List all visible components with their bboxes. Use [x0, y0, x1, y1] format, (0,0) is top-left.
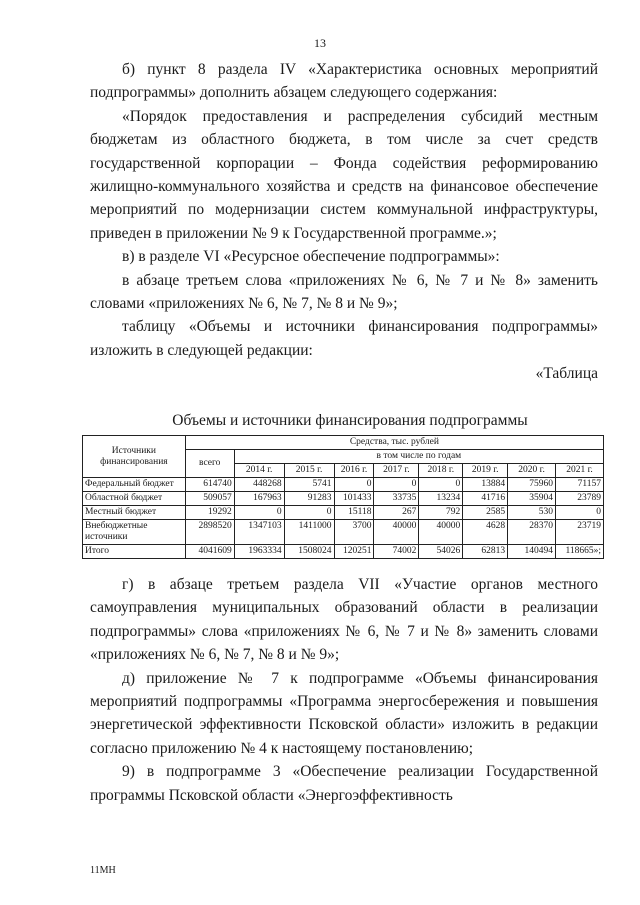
row-value: 0	[334, 478, 374, 492]
row-value: 530	[508, 506, 556, 520]
row-value: 28370	[508, 520, 556, 545]
row-value: 1963334	[234, 545, 284, 559]
row-value: 1411000	[284, 520, 334, 545]
row-value: 267	[374, 506, 419, 520]
header-year: 2018 г.	[419, 464, 463, 478]
row-value: 792	[419, 506, 463, 520]
row-value: 167963	[234, 492, 284, 506]
paragraph-v-table: таблицу «Объемы и источники финансирования подпрограммы» изложить в следующей редакции:	[90, 318, 598, 359]
row-value: 3700	[334, 520, 374, 545]
text-block-bottom	[90, 573, 598, 807]
table-row-extrabudget	[83, 520, 604, 545]
header-year: 2017 г.	[374, 464, 419, 478]
paragraph-d: д) приложение № 7 к подпрограмме «Объемы финансирования мероприятий подпрограммы «Программа энергосбережения и повышения энергетической эффективности Псковской области» изложить в редакции согласно приложению № 4 к настоящему постановлению;	[90, 669, 598, 757]
row-value: 15118	[334, 506, 374, 520]
row-total: 19292	[185, 506, 234, 520]
row-value: 13884	[463, 478, 508, 492]
row-value: 118665»;	[556, 545, 604, 559]
row-value: 23789	[556, 492, 604, 506]
header-funds: Средства, тыс. рублей	[185, 436, 603, 450]
row-value: 33735	[374, 492, 419, 506]
row-total: 614740	[185, 478, 234, 492]
table-row-regional	[83, 492, 604, 506]
header-total: всего	[185, 450, 234, 478]
row-value: 41716	[463, 492, 508, 506]
row-source: Федеральный бюджет	[83, 478, 186, 492]
row-source: Итого	[83, 545, 186, 559]
row-value: 0	[234, 506, 284, 520]
row-value: 40000	[374, 520, 419, 545]
row-value: 1508024	[284, 545, 334, 559]
header-year: 2014 г.	[234, 464, 284, 478]
row-value: 120251	[334, 545, 374, 559]
row-total: 509057	[185, 492, 234, 506]
table-label: «Таблица	[535, 365, 598, 383]
header-source: Источники финансирования	[83, 436, 186, 478]
paragraph-quote-order: «Порядок предоставления и распределения субсидий местным бюджетам из областного бюджета, в том числе за счет средств государственной корпорации – Фонда содействия реформированию жилищно-коммунального хозяйства и средств на финансовое обеспечение мероприятий по модернизации систем коммунальной инфраструктуры, приведен в приложении № 9 к Государственной программе.»;	[90, 107, 598, 242]
row-value: 71157	[556, 478, 604, 492]
row-value: 54026	[419, 545, 463, 559]
page-number: 13	[314, 36, 326, 50]
header-year: 2016 г.	[334, 464, 374, 478]
row-value: 4628	[463, 520, 508, 545]
row-value: 101433	[334, 492, 374, 506]
row-value: 1347103	[234, 520, 284, 545]
table-title: Объемы и источники финансирования подпрограммы	[172, 412, 528, 429]
header-year: 2021 г.	[556, 464, 604, 478]
row-total: 2898520	[185, 520, 234, 545]
paragraph-g: г) в абзаце третьем раздела VII «Участие органов местного самоуправления муниципальных образований области в реализации подпрограммы» слова «приложениях № 6, № 7 и № 8» заменить словами «приложениях № 6, № 7, № 8 и № 9»;	[90, 576, 598, 664]
row-value: 5741	[284, 478, 334, 492]
table-row-total	[83, 545, 604, 559]
row-total: 4041609	[185, 545, 234, 559]
footer-code: 11МН	[90, 865, 116, 876]
paragraph-b: б) пункт 8 раздела IV «Характеристика основных мероприятий подпрограммы» дополнить абзацем следующего содержания:	[90, 61, 598, 102]
text-block-top	[90, 58, 598, 386]
header-year: 2019 г.	[463, 464, 508, 478]
row-value: 40000	[419, 520, 463, 545]
row-value: 74002	[374, 545, 419, 559]
table-header-row-1	[83, 436, 604, 450]
row-value: 13234	[419, 492, 463, 506]
row-value: 23719	[556, 520, 604, 545]
paragraph-v: в) в разделе VI «Ресурсное обеспечение подпрограммы»:	[122, 248, 500, 266]
row-value: 448268	[234, 478, 284, 492]
header-by-years: в том числе по годам	[234, 450, 603, 464]
table-row-federal	[83, 478, 604, 492]
financing-table	[82, 435, 604, 559]
row-value: 2585	[463, 506, 508, 520]
paragraph-9: 9) в подпрограмме 3 «Обеспечение реализации Государственной программы Псковской области «Энергоэффективность	[90, 763, 598, 804]
row-value: 140494	[508, 545, 556, 559]
row-value: 0	[419, 478, 463, 492]
row-value: 0	[374, 478, 419, 492]
row-value: 35904	[508, 492, 556, 506]
row-value: 0	[284, 506, 334, 520]
table-row-local	[83, 506, 604, 520]
row-source: Внебюджетные источники	[83, 520, 186, 545]
row-value: 75960	[508, 478, 556, 492]
row-source: Областной бюджет	[83, 492, 186, 506]
row-value: 91283	[284, 492, 334, 506]
row-source: Местный бюджет	[83, 506, 186, 520]
row-value: 62813	[463, 545, 508, 559]
header-year: 2015 г.	[284, 464, 334, 478]
row-value: 0	[556, 506, 604, 520]
header-year: 2020 г.	[508, 464, 556, 478]
paragraph-v-abzac: в абзаце третьем слова «приложениях № 6, № 7 и № 8» заменить словами «приложениях № 6, № 7, № 8 и № 9»;	[90, 271, 598, 313]
